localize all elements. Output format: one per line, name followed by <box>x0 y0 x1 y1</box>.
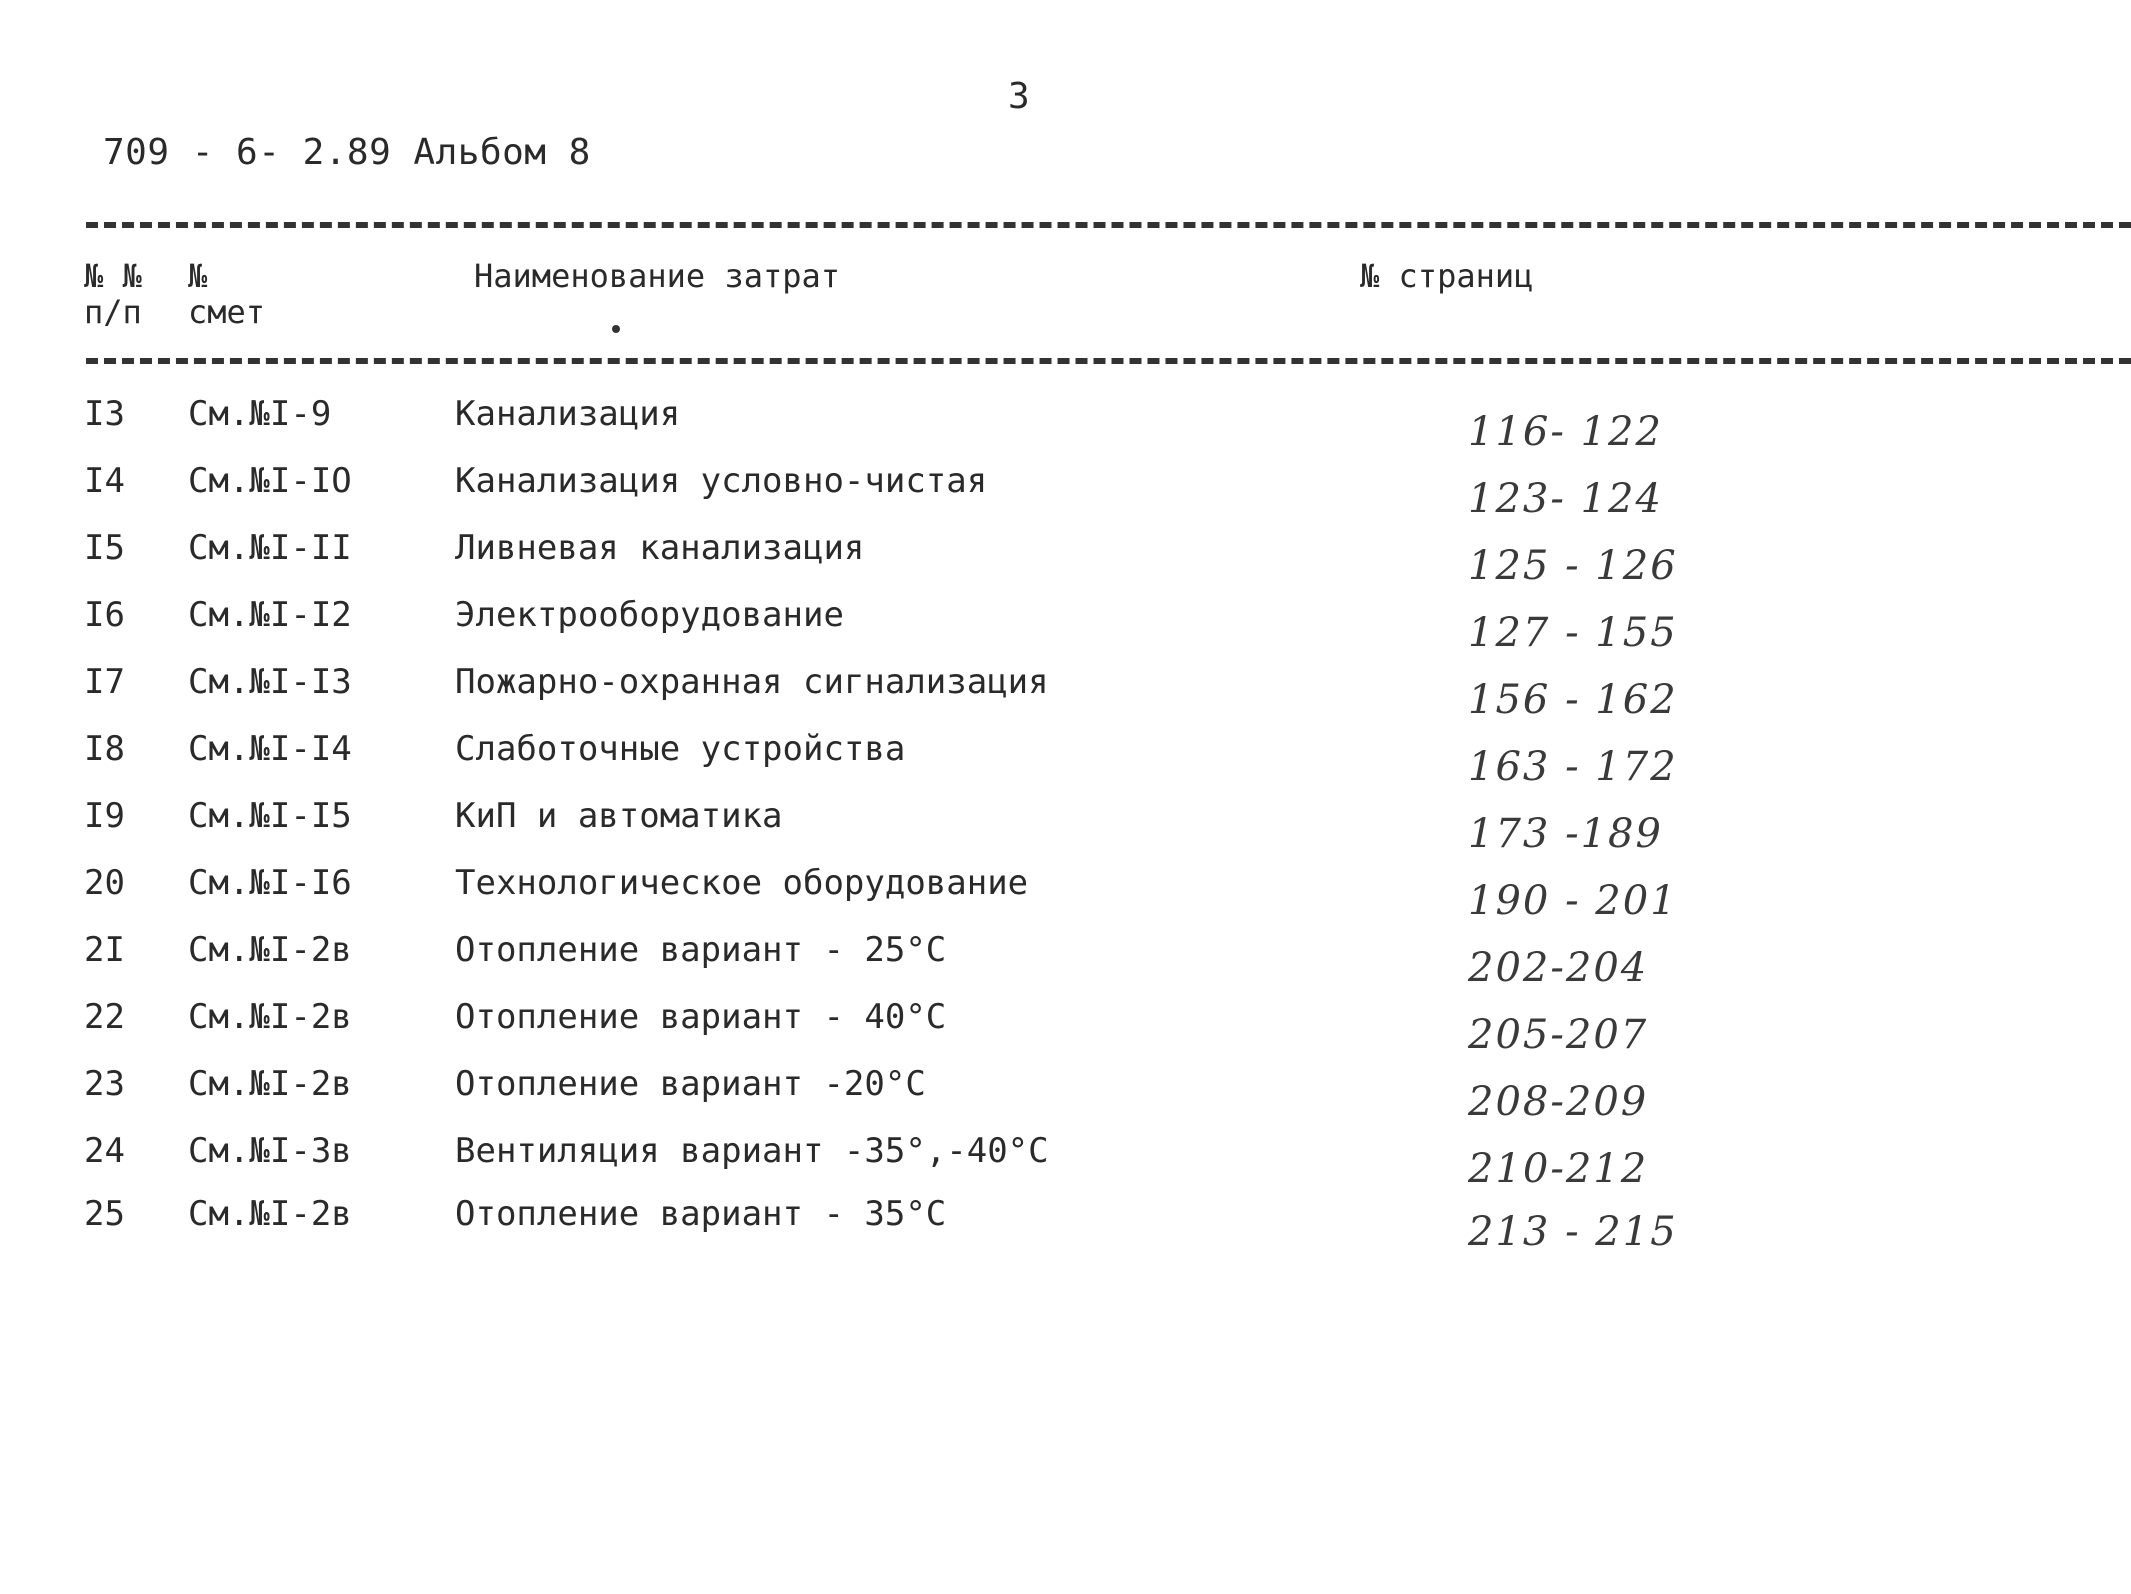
table-row <box>0 727 2131 790</box>
row-estimate: См.№I-I3 <box>188 662 352 702</box>
table-row <box>0 593 2131 656</box>
row-number: 25 <box>84 1194 125 1234</box>
row-pages-handwritten: 127 - 155 <box>1468 610 1678 656</box>
row-number: I8 <box>84 729 125 769</box>
row-name: Ливневая канализация <box>455 528 865 568</box>
column-header-estimate-line1: № <box>188 257 208 295</box>
row-estimate: См.№I-2в <box>188 930 352 970</box>
column-header-num-line1: № № <box>84 257 142 295</box>
row-estimate: См.№I-IO <box>188 461 352 501</box>
row-number: 24 <box>84 1131 125 1171</box>
row-estimate: См.№I-II <box>188 528 352 568</box>
row-pages-handwritten: 156 - 162 <box>1468 677 1678 723</box>
row-name: Отопление вариант - 40°С <box>455 997 947 1037</box>
row-estimate: См.№I-I4 <box>188 729 352 769</box>
row-name: Пожарно-охранная сигнализация <box>455 662 1049 702</box>
row-pages-handwritten: 116- 122 <box>1468 409 1663 455</box>
row-pages-handwritten: 210-212 <box>1468 1146 1649 1192</box>
row-name: КиП и автоматика <box>455 796 783 836</box>
table-row <box>0 995 2131 1058</box>
column-header-name: Наименование затрат <box>474 257 841 295</box>
row-pages-handwritten: 202-204 <box>1468 945 1649 991</box>
table-row <box>0 928 2131 991</box>
table-row <box>0 1129 2131 1192</box>
document-code: 709 - 6- 2.89 Альбом 8 <box>103 132 591 173</box>
row-number: I7 <box>84 662 125 702</box>
table-row <box>0 861 2131 924</box>
row-name: Отопление вариант -20°С <box>455 1064 926 1104</box>
table-row <box>0 794 2131 857</box>
row-pages-handwritten: 213 - 215 <box>1468 1209 1678 1255</box>
row-number: I3 <box>84 394 125 434</box>
table-row <box>0 392 2131 455</box>
row-number: 20 <box>84 863 125 903</box>
row-pages-handwritten: 205-207 <box>1468 1012 1649 1058</box>
table-row <box>0 459 2131 522</box>
row-number: 2I <box>84 930 125 970</box>
row-estimate: См.№I-2в <box>188 1194 352 1234</box>
row-estimate: См.№I-2в <box>188 1064 352 1104</box>
row-name: Вентиляция вариант -35°,-40°С <box>455 1131 1049 1171</box>
column-header-num-line2: п/п <box>84 293 142 331</box>
row-name: Канализация условно-чистая <box>455 461 988 501</box>
row-estimate: См.№I-I5 <box>188 796 352 836</box>
table-row <box>0 1192 2131 1255</box>
row-pages-handwritten: 163 - 172 <box>1468 744 1678 790</box>
row-name: Электрооборудование <box>455 595 844 635</box>
row-number: I4 <box>84 461 125 501</box>
row-estimate: См.№I-9 <box>188 394 332 434</box>
page-number: 3 <box>1008 76 1030 117</box>
table-row <box>0 1062 2131 1125</box>
column-header-estimate-line2: смет <box>188 293 266 331</box>
row-estimate: См.№I-3в <box>188 1131 352 1171</box>
table-row <box>0 660 2131 723</box>
row-number: 23 <box>84 1064 125 1104</box>
row-estimate: См.№I-I2 <box>188 595 352 635</box>
row-pages-handwritten: 208-209 <box>1468 1079 1649 1125</box>
row-pages-handwritten: 125 - 126 <box>1468 543 1678 589</box>
column-header-pages: № страниц <box>1360 257 1534 295</box>
row-number: 22 <box>84 997 125 1037</box>
row-estimate: См.№I-I6 <box>188 863 352 903</box>
row-pages-handwritten: 190 - 201 <box>1468 878 1678 924</box>
row-pages-handwritten: 173 -189 <box>1468 811 1663 857</box>
row-estimate: См.№I-2в <box>188 997 352 1037</box>
row-number: I6 <box>84 595 125 635</box>
row-name: Канализация <box>455 394 681 434</box>
row-number: I9 <box>84 796 125 836</box>
row-name: Отопление вариант - 35°С <box>455 1194 947 1234</box>
row-pages-handwritten: 123- 124 <box>1468 476 1663 522</box>
row-name: Слаботочные устройства <box>455 729 906 769</box>
table-row <box>0 526 2131 589</box>
row-number: I5 <box>84 528 125 568</box>
row-name: Технологическое оборудование <box>455 863 1029 903</box>
row-name: Отопление вариант - 25°С <box>455 930 947 970</box>
